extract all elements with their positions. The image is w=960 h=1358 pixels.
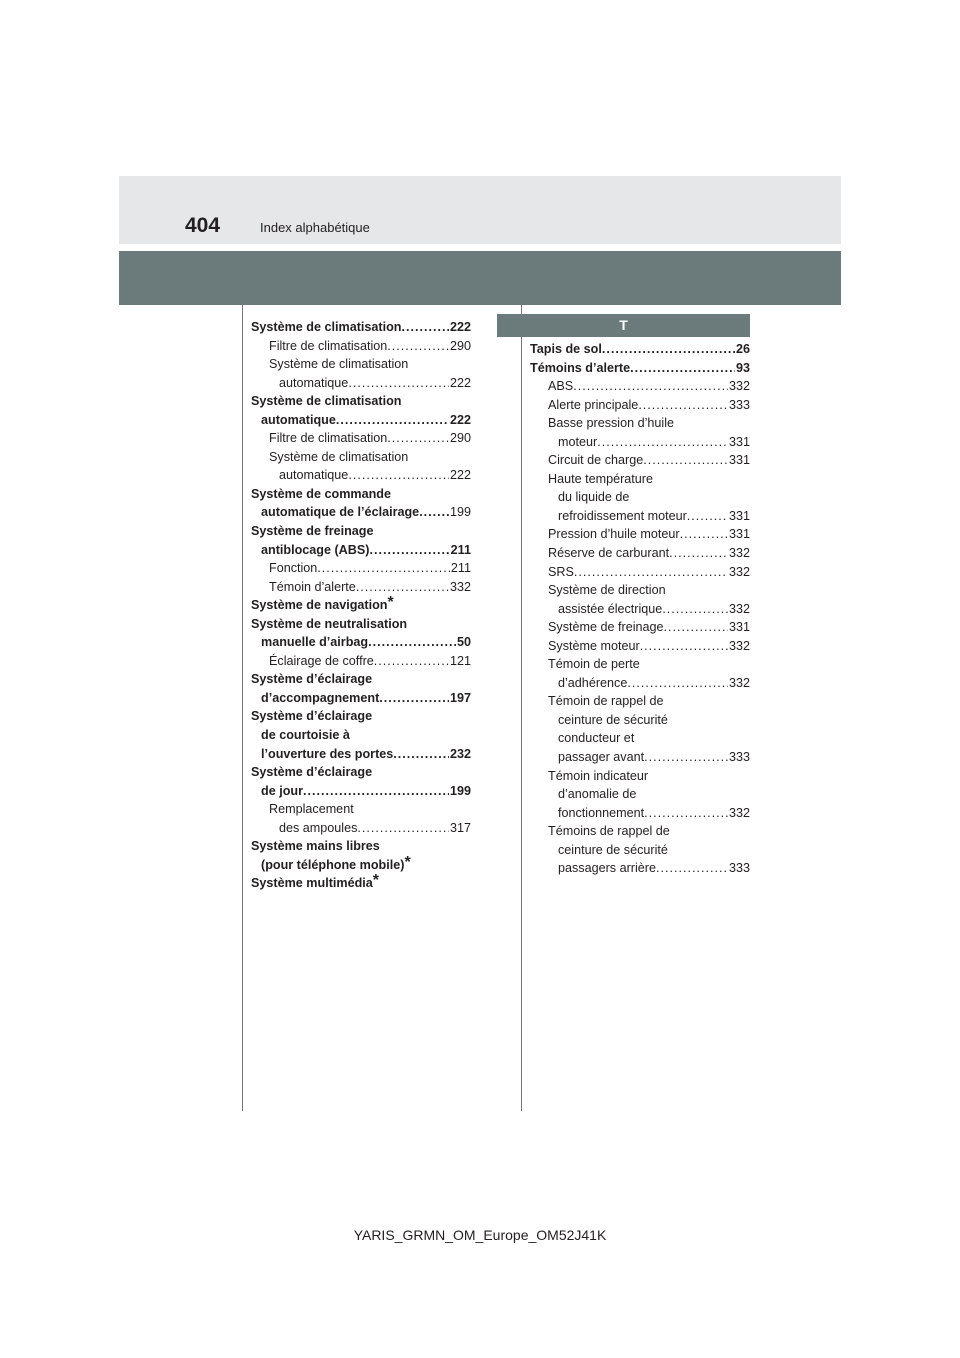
entry-page: 222: [449, 412, 471, 427]
leader-dots: [379, 689, 449, 708]
index-entry: [251, 596, 471, 615]
entry-label: Système de climatisation: [251, 394, 402, 409]
leader-dots: [656, 859, 728, 878]
entry-label: ABS: [548, 379, 574, 394]
entry-label: automatique: [279, 375, 349, 390]
index-entry: [251, 578, 471, 597]
entry-label: Filtre de climatisation: [269, 338, 388, 353]
index-entry: [530, 414, 750, 433]
entry-page: 332: [728, 638, 750, 653]
index-entry: [530, 804, 750, 823]
entry-page: 332: [728, 805, 750, 820]
index-entry: [530, 822, 750, 841]
entry-page: 331: [728, 527, 750, 542]
leader-dots: [680, 525, 728, 544]
index-entry: [251, 633, 471, 652]
index-entry: [251, 726, 471, 745]
index-entry: [251, 800, 471, 819]
index-entry: [251, 782, 471, 801]
entry-label: Éclairage de coffre: [269, 653, 374, 668]
entry-page: 232: [449, 746, 471, 761]
leader-dots: [374, 652, 449, 671]
entry-label: passagers arrière: [558, 861, 656, 876]
entry-page: 331: [728, 508, 750, 523]
entry-page: 50: [456, 635, 471, 650]
entry-label: Témoin indicateur: [548, 768, 649, 783]
entry-page: 93: [735, 360, 750, 375]
entry-label: d’accompagnement: [261, 690, 380, 705]
entry-label: d’adhérence: [558, 675, 628, 690]
entry-label: Témoin de perte: [548, 657, 640, 672]
entry-label: Système de commande: [251, 486, 391, 501]
entry-label: Système moteur: [548, 638, 640, 653]
index-entry: [251, 689, 471, 708]
entry-label: assistée électrique: [558, 601, 663, 616]
index-entry: [251, 819, 471, 838]
entry-label: Pression d’huile moteur: [548, 527, 680, 542]
entry-label: Basse pression d’huile: [548, 416, 675, 431]
index-entry: [530, 525, 750, 544]
index-entry: [530, 637, 750, 656]
index-entry: [530, 748, 750, 767]
entry-label: du liquide de: [558, 490, 630, 505]
entry-label: Système d’éclairage: [251, 765, 373, 780]
entry-label: Témoins d’alerte: [530, 360, 631, 375]
index-entry: [251, 355, 471, 374]
entry-label: moteur: [558, 434, 598, 449]
entry-label: Circuit de charge: [548, 453, 644, 468]
column-divider-middle: [521, 305, 522, 1111]
entry-page: 332: [728, 379, 750, 394]
footnote-star: *: [387, 596, 394, 612]
footnote-star: *: [372, 874, 380, 890]
leader-dots: [638, 396, 728, 415]
leader-dots: [393, 745, 449, 764]
index-entry: [530, 655, 750, 674]
entry-page: 121: [449, 653, 471, 668]
header-band: [119, 176, 841, 244]
entry-label: Système multimédia*: [251, 874, 380, 891]
index-entry: [251, 337, 471, 356]
index-entry: [251, 374, 471, 393]
entry-page: 331: [728, 453, 750, 468]
leader-dots: [357, 819, 449, 838]
index-entry: [251, 392, 471, 411]
index-entry: [530, 377, 750, 396]
entry-label: Système de navigation*: [251, 596, 394, 613]
entry-page: 332: [728, 601, 750, 616]
entry-label: Remplacement: [269, 802, 354, 817]
leader-dots: [348, 466, 449, 485]
leader-dots: [644, 804, 728, 823]
entry-label: Alerte principale: [548, 397, 639, 412]
index-entry: [530, 729, 750, 748]
entry-page: 333: [728, 397, 750, 412]
index-column-left: [251, 318, 471, 893]
leader-dots: [348, 374, 449, 393]
entry-label: fonctionnement: [558, 805, 645, 820]
entry-page: 199: [449, 783, 471, 798]
entry-page: 26: [735, 342, 750, 356]
entry-label: Réserve de carburant: [548, 546, 670, 561]
leader-dots: [419, 503, 449, 522]
index-column-right: [530, 340, 750, 878]
entry-label: (pour téléphone mobile)*: [261, 855, 411, 872]
leader-dots: [687, 507, 728, 526]
entry-label: SRS: [548, 564, 574, 579]
index-entry: [530, 563, 750, 582]
entry-label: Système de neutralisation: [251, 616, 408, 631]
index-entry: [530, 581, 750, 600]
index-entry: [530, 396, 750, 415]
index-entry: [530, 544, 750, 563]
entry-page: 290: [449, 431, 471, 446]
entry-label: conducteur et: [558, 731, 635, 746]
index-entry: [251, 448, 471, 467]
leader-dots: [630, 359, 735, 378]
entry-label: antiblocage (ABS): [261, 542, 370, 557]
index-entry: [251, 503, 471, 522]
entry-label: l’ouverture des portes: [261, 746, 394, 761]
leader-dots: [573, 377, 728, 396]
index-entry: [251, 670, 471, 689]
page-number: 404: [185, 214, 221, 237]
entry-page: 331: [728, 620, 750, 635]
entry-label: Système de freinage: [251, 524, 374, 539]
leader-dots: [627, 674, 728, 693]
leader-dots: [356, 578, 449, 597]
entry-page: 211: [450, 542, 471, 557]
entry-label: automatique: [261, 412, 336, 427]
leader-dots: [669, 544, 728, 563]
entry-page: 332: [728, 675, 750, 690]
leader-dots: [643, 451, 728, 470]
entry-page: 332: [728, 546, 750, 561]
index-entry: [251, 522, 471, 541]
index-entry: [530, 488, 750, 507]
index-entry: [251, 615, 471, 634]
entry-page: 222: [449, 468, 471, 483]
index-entry: [251, 856, 471, 875]
entry-label: de courtoisie à: [261, 728, 350, 743]
entry-label: Système de climatisation: [251, 320, 402, 334]
letter-header: T: [497, 314, 750, 337]
section-band: [119, 251, 841, 305]
entry-label: Filtre de climatisation: [269, 431, 388, 446]
index-entry: [530, 841, 750, 860]
index-entry: [530, 600, 750, 619]
entry-label: Témoin de rappel de: [548, 694, 664, 709]
entry-page: 199: [449, 505, 471, 520]
entry-label: de jour: [261, 783, 303, 798]
index-entry: [530, 618, 750, 637]
entry-label: passager avant: [558, 750, 645, 765]
leader-dots: [303, 782, 449, 801]
entry-page: 332: [449, 579, 471, 594]
leader-dots: [402, 318, 449, 337]
leader-dots: [664, 618, 728, 637]
leader-dots: [369, 541, 449, 560]
column-divider-left: [242, 305, 243, 1111]
leader-dots: [644, 748, 728, 767]
index-entry: [530, 507, 750, 526]
index-entry: [251, 763, 471, 782]
leader-dots: [368, 633, 456, 652]
entry-label: Système de direction: [548, 583, 666, 598]
entry-label: Témoins de rappel de: [548, 824, 670, 839]
index-entry: [251, 411, 471, 430]
index-entry: [530, 359, 750, 378]
index-entry: [530, 785, 750, 804]
index-entry: [530, 674, 750, 693]
leader-dots: [662, 600, 728, 619]
index-entry: [251, 466, 471, 485]
index-entry: [251, 707, 471, 726]
entry-label: Fonction: [269, 561, 318, 576]
entry-label: Tapis de sol: [530, 342, 602, 356]
index-entry: [251, 745, 471, 764]
index-entry: [530, 340, 750, 359]
entry-page: 332: [728, 564, 750, 579]
entry-label: ceinture de sécurité: [558, 712, 668, 727]
section-title: Index alphabétique: [260, 220, 370, 235]
entry-page: 333: [728, 750, 750, 765]
index-entry: [530, 711, 750, 730]
leader-dots: [574, 563, 728, 582]
index-entry: [530, 859, 750, 878]
index-entry: [251, 429, 471, 448]
entry-label: refroidissement moteur: [558, 508, 687, 523]
index-entry: [530, 451, 750, 470]
entry-label: Système mains libres: [251, 839, 380, 854]
entry-page: 222: [449, 320, 471, 334]
index-entry: [530, 767, 750, 786]
entry-label: automatique de l’éclairage: [261, 505, 420, 520]
entry-page: 290: [449, 338, 471, 353]
entry-label: Système d’éclairage: [251, 709, 373, 724]
index-entry: [251, 837, 471, 856]
index-entry: [530, 470, 750, 489]
index-entry: [530, 433, 750, 452]
entry-page: 222: [449, 375, 471, 390]
entry-label: des ampoules: [279, 820, 358, 835]
leader-dots: [597, 433, 728, 452]
index-entry: [251, 652, 471, 671]
entry-label: automatique: [279, 468, 349, 483]
entry-page: 333: [728, 861, 750, 876]
entry-label: Système de climatisation: [269, 357, 409, 372]
entry-label: manuelle d’airbag: [261, 635, 369, 650]
leader-dots: [336, 411, 449, 430]
entry-page: 331: [728, 434, 750, 449]
index-entry: [251, 874, 471, 893]
entry-label: Système d’éclairage: [251, 672, 373, 687]
entry-label: d’anomalie de: [558, 787, 637, 802]
index-entry: [251, 559, 471, 578]
document-code: YARIS_GRMN_OM_Europe_OM52J41K: [353, 1227, 607, 1243]
entry-label: Système de climatisation: [269, 449, 409, 464]
index-entry: [530, 692, 750, 711]
entry-label: Témoin d’alerte: [269, 579, 356, 594]
index-entry: [251, 541, 471, 560]
leader-dots: [387, 429, 449, 448]
leader-dots: [387, 337, 449, 356]
leader-dots: [640, 637, 728, 656]
entry-label: Haute température: [548, 471, 654, 486]
entry-page: 197: [449, 690, 471, 705]
leader-dots: [317, 559, 450, 578]
entry-label: ceinture de sécurité: [558, 842, 668, 857]
index-entry: [251, 485, 471, 504]
leader-dots: [602, 340, 735, 359]
index-entry: [251, 318, 471, 337]
footnote-star: *: [404, 855, 411, 871]
entry-page: 317: [449, 820, 471, 835]
entry-page: 211: [450, 561, 471, 576]
entry-label: Système de freinage: [548, 620, 664, 635]
